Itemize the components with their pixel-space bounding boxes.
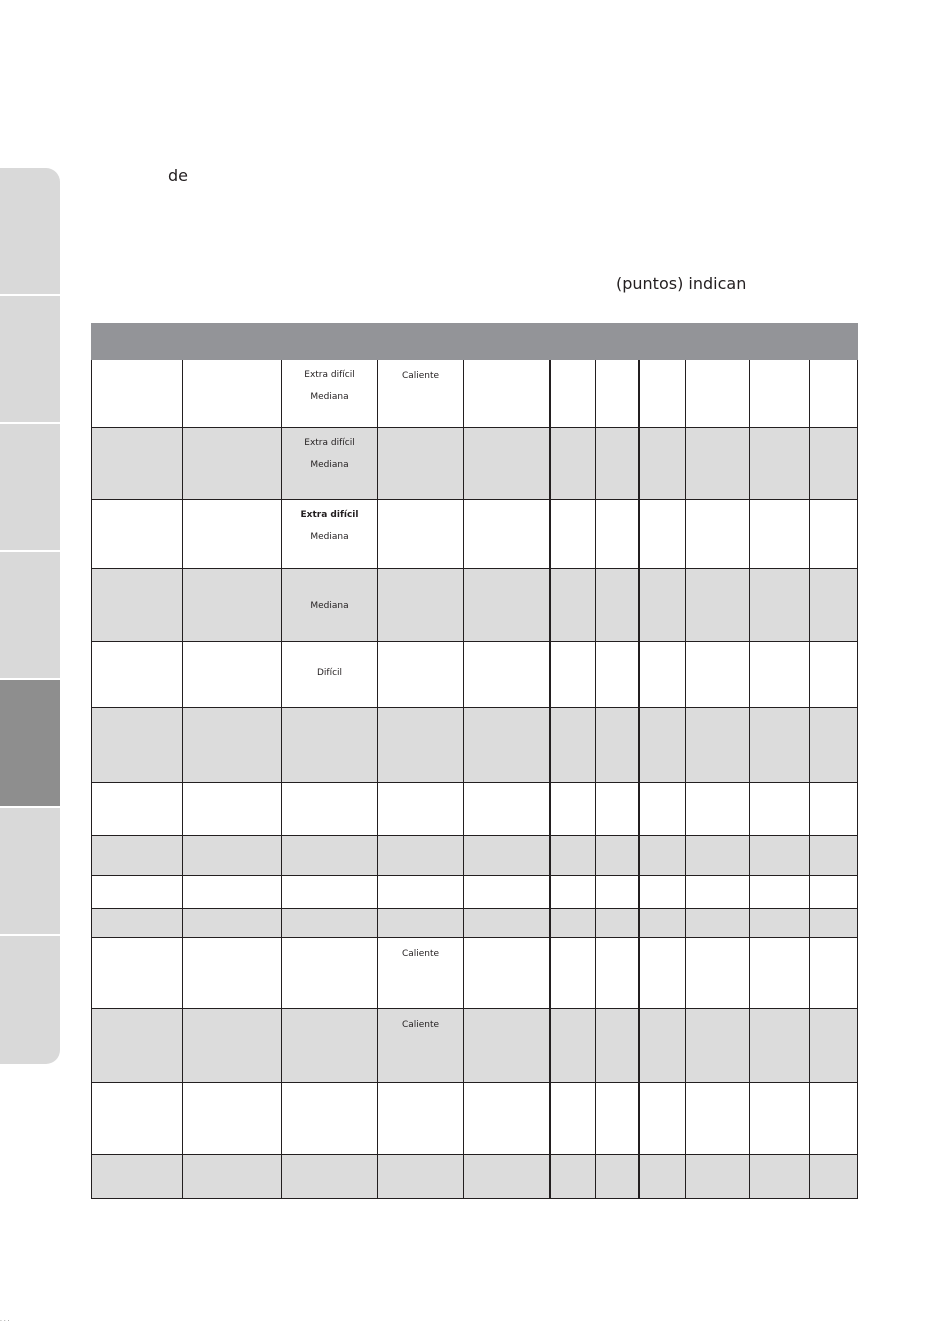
table-cell <box>640 360 686 427</box>
table-cell <box>750 708 810 782</box>
table-cell <box>640 1009 686 1082</box>
table-row <box>91 428 858 500</box>
table-cell <box>91 500 183 568</box>
table-row <box>91 569 858 642</box>
table-cell <box>810 500 858 568</box>
table-cell <box>464 836 551 875</box>
table-cell <box>378 428 464 499</box>
section-tab-6[interactable] <box>0 808 60 936</box>
table-cell <box>750 642 810 707</box>
table-cell <box>686 783 750 835</box>
page-footer-mark: · · · <box>0 1318 10 1325</box>
table-cell <box>378 642 464 707</box>
table-cell <box>810 1083 858 1154</box>
table-row <box>91 1083 858 1155</box>
table-cell <box>596 938 640 1008</box>
table-cell <box>551 642 596 707</box>
table-cell <box>464 569 551 641</box>
cell-text: Difícil <box>316 668 343 678</box>
table-cell <box>640 876 686 908</box>
cell-text: Mediana <box>310 392 349 402</box>
cell-text: Extra difícil <box>304 438 355 448</box>
table-cell <box>551 428 596 499</box>
table-cell <box>596 708 640 782</box>
table-cell <box>183 569 282 641</box>
table-row <box>91 938 858 1009</box>
table-cell <box>464 1083 551 1154</box>
table-cell <box>551 783 596 835</box>
table-row <box>91 836 858 876</box>
table-cell <box>596 1009 640 1082</box>
table-cell <box>551 360 596 427</box>
cell-text: Caliente <box>401 949 440 959</box>
table-cell <box>91 876 183 908</box>
table-cell <box>596 428 640 499</box>
table-cell <box>282 783 378 835</box>
table-cell <box>464 783 551 835</box>
table-cell <box>686 938 750 1008</box>
table-cell <box>91 360 183 427</box>
intro-text-fragment: (puntos) indican <box>616 274 747 293</box>
table-cell <box>640 642 686 707</box>
table-cell <box>750 1083 810 1154</box>
table-cell <box>378 876 464 908</box>
table-cell <box>750 783 810 835</box>
table-cell <box>596 1155 640 1198</box>
table-cell <box>464 360 551 427</box>
table-cell <box>378 360 464 427</box>
table-row <box>91 642 858 708</box>
table-cell <box>750 360 810 427</box>
table-cell <box>596 360 640 427</box>
table-row <box>91 708 858 783</box>
table-row <box>91 1155 858 1199</box>
table-cell <box>640 836 686 875</box>
table-cell <box>596 909 640 937</box>
table-cell <box>91 1009 183 1082</box>
table-cell <box>551 1155 596 1198</box>
table-cell <box>810 1009 858 1082</box>
table-cell <box>464 500 551 568</box>
table-cell <box>551 836 596 875</box>
table-cell <box>464 708 551 782</box>
table-cell <box>378 708 464 782</box>
table-cell <box>686 708 750 782</box>
table-cell <box>91 642 183 707</box>
table-cell <box>640 428 686 499</box>
table-cell <box>750 1009 810 1082</box>
table-cell <box>750 876 810 908</box>
table-cell <box>378 500 464 568</box>
cell-text: Extra difícil <box>304 370 355 380</box>
table-cell <box>91 1155 183 1198</box>
table-header-row <box>91 323 858 360</box>
table-cell <box>686 876 750 908</box>
table-cell <box>183 1083 282 1154</box>
table-cell <box>640 1155 686 1198</box>
table-cell <box>551 500 596 568</box>
table-cell <box>551 938 596 1008</box>
table-cell <box>378 836 464 875</box>
table-cell <box>686 360 750 427</box>
table-cell <box>810 569 858 641</box>
table-cell <box>551 876 596 908</box>
table-cell <box>183 642 282 707</box>
table-cell <box>183 500 282 568</box>
table-cell <box>596 783 640 835</box>
table-cell <box>91 836 183 875</box>
table-cell <box>378 1083 464 1154</box>
table-cell <box>750 500 810 568</box>
table-cell <box>640 500 686 568</box>
cell-text: Mediana <box>310 532 349 542</box>
table-cell <box>282 836 378 875</box>
table-cell <box>91 569 183 641</box>
table-cell <box>640 1083 686 1154</box>
table-cell <box>464 1155 551 1198</box>
section-tab-5-active[interactable] <box>0 680 60 808</box>
section-tab-2[interactable] <box>0 296 60 424</box>
cell-text: Caliente <box>401 371 440 381</box>
table-cell <box>91 708 183 782</box>
table-cell <box>686 1009 750 1082</box>
section-tab-3[interactable] <box>0 424 60 552</box>
cell-text: Caliente <box>401 1020 440 1030</box>
table-cell <box>282 909 378 937</box>
cell-text: Mediana <box>310 460 349 470</box>
table-row <box>91 909 858 938</box>
table-cell <box>183 836 282 875</box>
table-cell <box>810 708 858 782</box>
table-cell <box>686 909 750 937</box>
table-cell <box>551 569 596 641</box>
table-cell <box>810 360 858 427</box>
table-cell <box>378 1155 464 1198</box>
table-cell <box>810 909 858 937</box>
table-cell <box>810 642 858 707</box>
table-cell <box>464 1009 551 1082</box>
table-cell <box>640 938 686 1008</box>
table-cell <box>750 909 810 937</box>
table-cell <box>596 642 640 707</box>
table-cell <box>686 642 750 707</box>
table-cell <box>91 783 183 835</box>
table-row <box>91 876 858 909</box>
table-cell <box>464 642 551 707</box>
table-cell <box>810 783 858 835</box>
table-cell <box>596 1083 640 1154</box>
cell-text: Extra difícil <box>300 510 359 520</box>
table-cell <box>686 1155 750 1198</box>
table-cell <box>750 569 810 641</box>
section-tabs <box>0 168 60 1064</box>
table-cell <box>596 836 640 875</box>
section-tab-1[interactable] <box>0 168 60 296</box>
table-cell <box>551 1083 596 1154</box>
table-cell <box>551 708 596 782</box>
table-cell <box>183 428 282 499</box>
table-cell <box>551 1009 596 1082</box>
table-cell <box>551 909 596 937</box>
table-cell <box>183 360 282 427</box>
table-cell <box>640 569 686 641</box>
table-cell <box>750 428 810 499</box>
table-cell <box>640 783 686 835</box>
table-cell <box>91 938 183 1008</box>
table-cell <box>750 836 810 875</box>
table-cell <box>183 909 282 937</box>
table-cell <box>810 1155 858 1198</box>
table-cell <box>640 909 686 937</box>
table-cell <box>282 428 378 499</box>
table-cell <box>750 938 810 1008</box>
table-cell <box>378 783 464 835</box>
table-cell <box>282 500 378 568</box>
table-cell <box>282 938 378 1008</box>
table-cell <box>378 1009 464 1082</box>
table-cell <box>183 1009 282 1082</box>
table-cell <box>378 569 464 641</box>
table-cell <box>686 1083 750 1154</box>
table-cell <box>686 569 750 641</box>
table-cell <box>464 876 551 908</box>
cell-text: Mediana <box>310 601 349 611</box>
table-cell <box>282 569 378 641</box>
table-cell <box>596 876 640 908</box>
table-cell <box>750 1155 810 1198</box>
table-cell <box>810 876 858 908</box>
table-cell <box>464 909 551 937</box>
table-cell <box>282 360 378 427</box>
heading-fragment: de <box>168 166 188 185</box>
table-cell <box>183 708 282 782</box>
table-cell <box>640 708 686 782</box>
table-cell <box>378 938 464 1008</box>
table-cell <box>91 1083 183 1154</box>
table-row <box>91 360 858 428</box>
table-cell <box>810 428 858 499</box>
table-row <box>91 783 858 836</box>
table-cell <box>378 909 464 937</box>
table-cell <box>464 428 551 499</box>
table-row <box>91 500 858 569</box>
table-cell <box>810 836 858 875</box>
table-cell <box>282 876 378 908</box>
table-cell <box>183 783 282 835</box>
table-cell <box>686 836 750 875</box>
table-cell <box>686 500 750 568</box>
table-cell <box>282 1009 378 1082</box>
table-cell <box>596 569 640 641</box>
table-cell <box>183 938 282 1008</box>
table-row <box>91 1009 858 1083</box>
table-cell <box>282 642 378 707</box>
table-cell <box>810 938 858 1008</box>
table-cell <box>282 1155 378 1198</box>
table-cell <box>282 1083 378 1154</box>
table-cell <box>91 428 183 499</box>
table-cell <box>464 938 551 1008</box>
table-cell <box>183 1155 282 1198</box>
table-cell <box>91 909 183 937</box>
section-tab-4[interactable] <box>0 552 60 680</box>
table-cell <box>183 876 282 908</box>
table-cell <box>686 428 750 499</box>
section-tab-7[interactable] <box>0 936 60 1064</box>
table-cell <box>596 500 640 568</box>
table-cell <box>282 708 378 782</box>
